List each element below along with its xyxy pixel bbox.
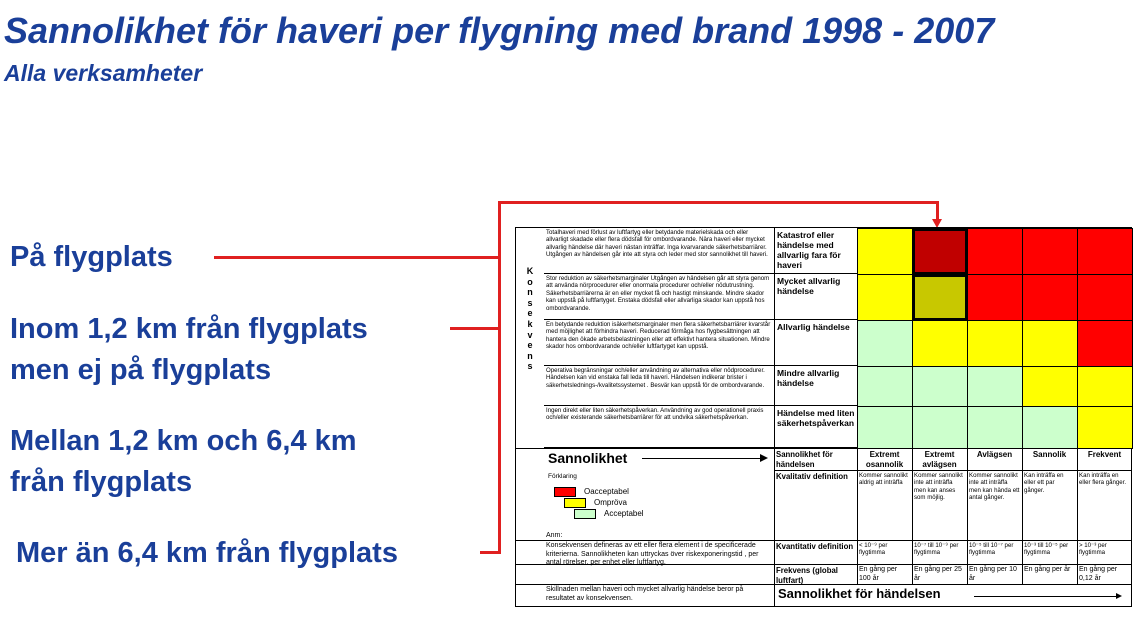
qualitative-definition: Kommer sannolikt aldrig att inträffa xyxy=(859,472,908,487)
frequency-value: En gång per 10 år xyxy=(969,566,1017,582)
vertical-letter: n xyxy=(527,350,533,361)
risk-cell xyxy=(857,406,913,449)
consequence-description: Totalhaveri med förlust av luftfartyg eller betydande materielskada och eller allvarligt skadade eller flera dödsfall för ombordvarande. Nära haveri eller mycket allvarlig händelse där haveri nästan inträffar. Inga kvarvarande säkerhetsbarriärer. Utgången av händelsen går inte att styra och leder med stor sannolikhet till haveri. xyxy=(544,228,774,274)
bottom-title: Sannolikhet för händelsen xyxy=(778,586,941,601)
sannolikhet-label: Sannolikhet xyxy=(548,450,628,466)
risk-cell xyxy=(967,366,1023,407)
risk-cell xyxy=(1077,320,1133,367)
note-skillnaden: Skillnaden mellan haveri och mycket allvarlig händelse beror på resultatet av konsekvensen. xyxy=(546,586,744,602)
slide-subtitle: Alla verksamheter xyxy=(4,60,203,86)
connector-beyond-6-4km xyxy=(480,551,500,554)
column-header: Extremt avlägsen xyxy=(922,450,957,469)
risk-cell xyxy=(1077,366,1133,407)
legend-label: Ompröva xyxy=(594,498,627,507)
column-header: Extremt osannolik xyxy=(865,450,904,469)
risk-cell xyxy=(857,366,913,407)
legend-title: Förklaring xyxy=(548,473,577,480)
risk-cell xyxy=(912,228,968,275)
quantitative-definition: 10⁻³ till 10⁻⁵ per flygtimma xyxy=(1024,542,1069,557)
vertical-letter: n xyxy=(527,287,533,298)
vertical-letter: v xyxy=(527,329,533,340)
qualitative-definition: Kommer sannolikt inte att inträffa men kan anses som möjlig. xyxy=(914,472,963,501)
row-label-sannolikhet: Sannolikhet för händelsen xyxy=(776,450,833,469)
risk-cell xyxy=(912,406,968,449)
legend-swatch-oacceptabel xyxy=(554,487,576,497)
vertical-letter: s xyxy=(527,297,533,308)
frequency-value: En gång per 0,12 år xyxy=(1079,566,1118,582)
note-konsekvens: Konsekvensen defineras av ett eller flera element i de specificerade kriterierna. Sannolikheten kan uttryckas över riskexponeringstid , per antal rörelser, per enhet eller luftfartyg. xyxy=(546,542,759,567)
category-1-2-to-6-4km-line2: från flygplats xyxy=(10,466,193,498)
column-header: Avlägsen xyxy=(976,450,1013,459)
consequence-description: Ingen direkt eller liten säkerhetspåverkan. Användning av god operationell praxis och/eller existerande säkerhetsbarriärer för att undvika säkerhetspåverkan. xyxy=(544,406,774,448)
risk-cell xyxy=(1022,366,1078,407)
consequence-description: Stor reduktion av säkerhetsmarginaler Utgången av händelsen går att styra genom att använda nörprocedurer eller onormala procedurer och/eller nödutrustning. Säkerhetsbarriärerna är en eller mycket få och hastigt minskande. Mindre skador kan uppstå på luftfartyget. Enstaka dödsfall eller allvarliga skador kan uppstå hos ombordvarande. xyxy=(544,274,774,320)
quantitative-definition: > 10⁻³ per flygtimma xyxy=(1079,542,1107,557)
consequence-description: Operativa begränsningar och/eller användning av alternativa eller nödprocedurer. Händelsen kan vid enstaka fall leda till haveri. Händelsen indikerar brister i säkerhetslednings-/kvalitetssystemet . Besvär kan uppstå för de ombordvarande. xyxy=(544,366,774,406)
row-label-frekvens: Frekvens (global luftfart) xyxy=(776,566,838,584)
consequence-description: En betydande reduktion isäkerhetsmarginaler men flera säkerhetsbarriärer kvarstår med möjlighet att förhindra haveri. Reducerad förmåga hos flygbesättningen att hantera den ökade arbetsbelastningen eller att effektivt hantera situationen. Mindre skador hos ombordvarande och/eller luftfartyget kan uppstå. xyxy=(544,320,774,366)
consequence-label: Mycket allvarlig händelse xyxy=(774,274,857,320)
connector-within-1-2km xyxy=(450,327,500,330)
frequency-value: En gång per 100 år xyxy=(859,566,898,582)
connector-top xyxy=(498,201,939,204)
quantitative-definition: < 10⁻⁹ per flygtimma xyxy=(859,542,888,557)
qualitative-definition: Kommer sannolikt inte att inträffa men kan hända ett antal gånger. xyxy=(969,472,1020,501)
risk-cell xyxy=(857,320,913,367)
category-within-1-2km-line1: Inom 1,2 km från flygplats xyxy=(10,313,368,345)
row-label-kvalitativ: Kvalitativ definition xyxy=(776,472,848,481)
vertical-letter: e xyxy=(527,308,533,319)
risk-cell xyxy=(1022,228,1078,275)
risk-cell xyxy=(857,274,913,321)
qualitative-definition: Kan inträffa en eller flera gånger. xyxy=(1079,472,1127,487)
vertical-letter: K xyxy=(526,266,534,276)
risk-cell xyxy=(967,274,1023,321)
frequency-value: En gång per 25 år xyxy=(914,566,962,582)
quantitative-definition: 10⁻⁵ till 10⁻⁷ per flygtimma xyxy=(969,542,1014,557)
consequence-label: Allvarlig händelse xyxy=(774,320,857,366)
connector-down xyxy=(936,201,939,221)
category-at-airport: På flygplats xyxy=(10,241,173,273)
vertical-letter: s xyxy=(527,361,533,372)
risk-cell xyxy=(1022,406,1078,449)
slide-title: Sannolikhet för haveri per flygning med brand 1998 - 2007 xyxy=(4,10,995,51)
right-arrow-icon xyxy=(642,458,766,459)
konsekvens-vertical-label xyxy=(516,228,544,448)
qualitative-definition: Kan inträffa en eller ett par gånger. xyxy=(1024,472,1064,494)
consequence-label: Mindre allvarlig händelse xyxy=(774,366,857,406)
risk-cell xyxy=(912,366,968,407)
legend-swatch-omprova xyxy=(564,498,586,508)
category-beyond-6-4km: Mer än 6,4 km från flygplats xyxy=(16,537,398,569)
vertical-letter: o xyxy=(527,276,533,287)
risk-cell xyxy=(1077,274,1133,321)
connector-at-airport xyxy=(214,256,500,259)
connector-vertical xyxy=(498,201,501,554)
frequency-value: En gång per år xyxy=(1024,566,1071,573)
legend-label: Oacceptabel xyxy=(584,487,629,496)
right-arrow-icon xyxy=(974,596,1120,597)
risk-cell xyxy=(967,228,1023,275)
consequence-label: Händelse med liten säkerhetspåverkan xyxy=(774,406,857,448)
consequence-label: Katastrof eller händelse med allvarlig fara för haveri xyxy=(774,228,857,274)
risk-cell xyxy=(857,228,913,275)
risk-matrix xyxy=(515,227,1132,607)
anm-label: Anm: xyxy=(546,532,563,539)
risk-cell xyxy=(1077,228,1133,275)
category-within-1-2km-line2: men ej på flygplats xyxy=(10,354,272,386)
row-label-kvantitativ: Kvantitativ definition xyxy=(776,542,854,551)
risk-cell xyxy=(967,406,1023,449)
risk-cell xyxy=(912,320,968,367)
column-header: Frekvent xyxy=(1087,450,1122,459)
column-header: Sannolik xyxy=(1032,450,1067,459)
quantitative-definition: 10⁻⁷ till 10⁻⁹ per flygtimma xyxy=(914,542,959,557)
legend-swatch-acceptabel xyxy=(574,509,596,519)
risk-cell xyxy=(1077,406,1133,449)
risk-cell xyxy=(912,274,968,321)
category-1-2-to-6-4km-line1: Mellan 1,2 km och 6,4 km xyxy=(10,425,357,457)
vertical-letter: e xyxy=(527,340,533,351)
legend-label: Acceptabel xyxy=(604,509,644,518)
risk-cell xyxy=(1022,274,1078,321)
risk-cell xyxy=(967,320,1023,367)
vertical-letter: k xyxy=(527,318,533,329)
risk-cell xyxy=(1022,320,1078,367)
